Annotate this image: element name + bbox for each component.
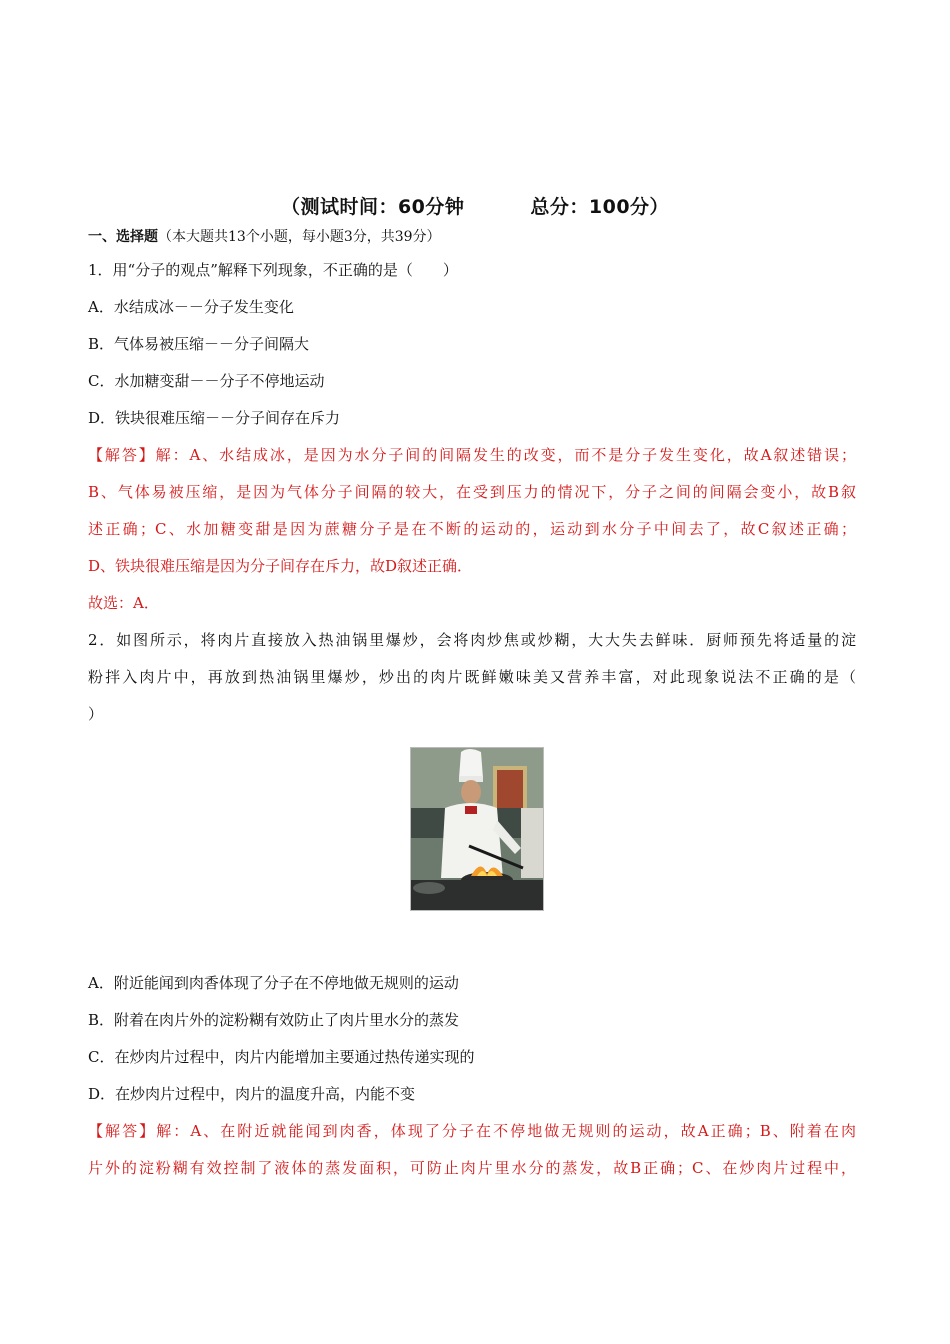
answer-explanation [88, 1113, 856, 1187]
option-c: C．水加糖变甜－－分子不停地运动 [88, 372, 325, 390]
exam-content [88, 222, 856, 1187]
section-heading [88, 222, 856, 252]
option-a: A．附近能闻到肉香体现了分子在不停地做无规则的运动 [88, 974, 459, 992]
answer-line: B、气体易被压缩，是因为气体分子间隔的较大，在受到压力的情况下，分子之间的间隔会变小，故B叙 [88, 483, 856, 501]
score-label: 总分：100分） [530, 196, 670, 218]
answer-line: 述正确；C、水加糖变甜是因为蔗糖分子是在不断的运动的，运动到水分子中间去了，故C叙述正确； [88, 520, 856, 538]
option-b: B．附着在肉片外的淀粉糊有效防止了肉片里水分的蒸发 [88, 1011, 460, 1029]
option-a: A．水结成冰－－分子发生变化 [88, 298, 294, 316]
answer-line: 【解答】解：A、水结成冰，是因为水分子间的间隔发生的改变，而不是分子发生变化，故A叙述错误； [88, 446, 856, 464]
question-stem: 粉拌入肉片中，再放到热油锅里爆炒，炒出的肉片既鲜嫩味美又营养丰富，对此现象说法不正确的是（ [88, 668, 856, 686]
answer-explanation [88, 437, 856, 622]
option-c: C．在炒肉片过程中，肉片内能增加主要通过热传递实现的 [88, 1048, 475, 1066]
question-stem: 2．如图所示，将肉片直接放入热油锅里爆炒，会将肉炒焦或炒糊，大大失去鲜味．厨师预先将适量的淀 [88, 631, 856, 649]
section-note: （本大题共13个小题，每小题3分，共39分） [158, 229, 441, 245]
answer-line: D、铁块很难压缩是因为分子间存在斥力，故D叙述正确． [88, 557, 473, 575]
question-stem: 1．用“分子的观点”解释下列现象，不正确的是（ ） [88, 261, 458, 279]
option-d: D．在炒肉片过程中，肉片的温度升高，内能不变 [88, 1085, 416, 1103]
time-label: （测试时间：60分钟 [280, 196, 465, 218]
chef-stir-fry-image [411, 748, 543, 910]
section-title: 一、选择题 [88, 229, 158, 245]
exam-header [0, 192, 950, 219]
answer-line: 片外的淀粉糊有效控制了液体的蒸发面积，可防止肉片里水分的蒸发，故B正确；C、在炒肉片过程中， [88, 1159, 856, 1177]
question-stem: ） [88, 705, 104, 723]
question-2 [88, 622, 856, 1187]
figure-container [88, 733, 856, 965]
option-b: B．气体易被压缩－－分子间隔大 [88, 335, 310, 353]
question-1 [88, 252, 856, 622]
answer-choice: 故选：A． [88, 594, 159, 612]
answer-line: 【解答】解：A、在附近就能闻到肉香，体现了分子在不停地做无规则的运动，故A正确；B、附着在肉 [88, 1122, 856, 1140]
option-d: D．铁块很难压缩－－分子间存在斥力 [88, 409, 341, 427]
chef-photo [410, 747, 544, 911]
